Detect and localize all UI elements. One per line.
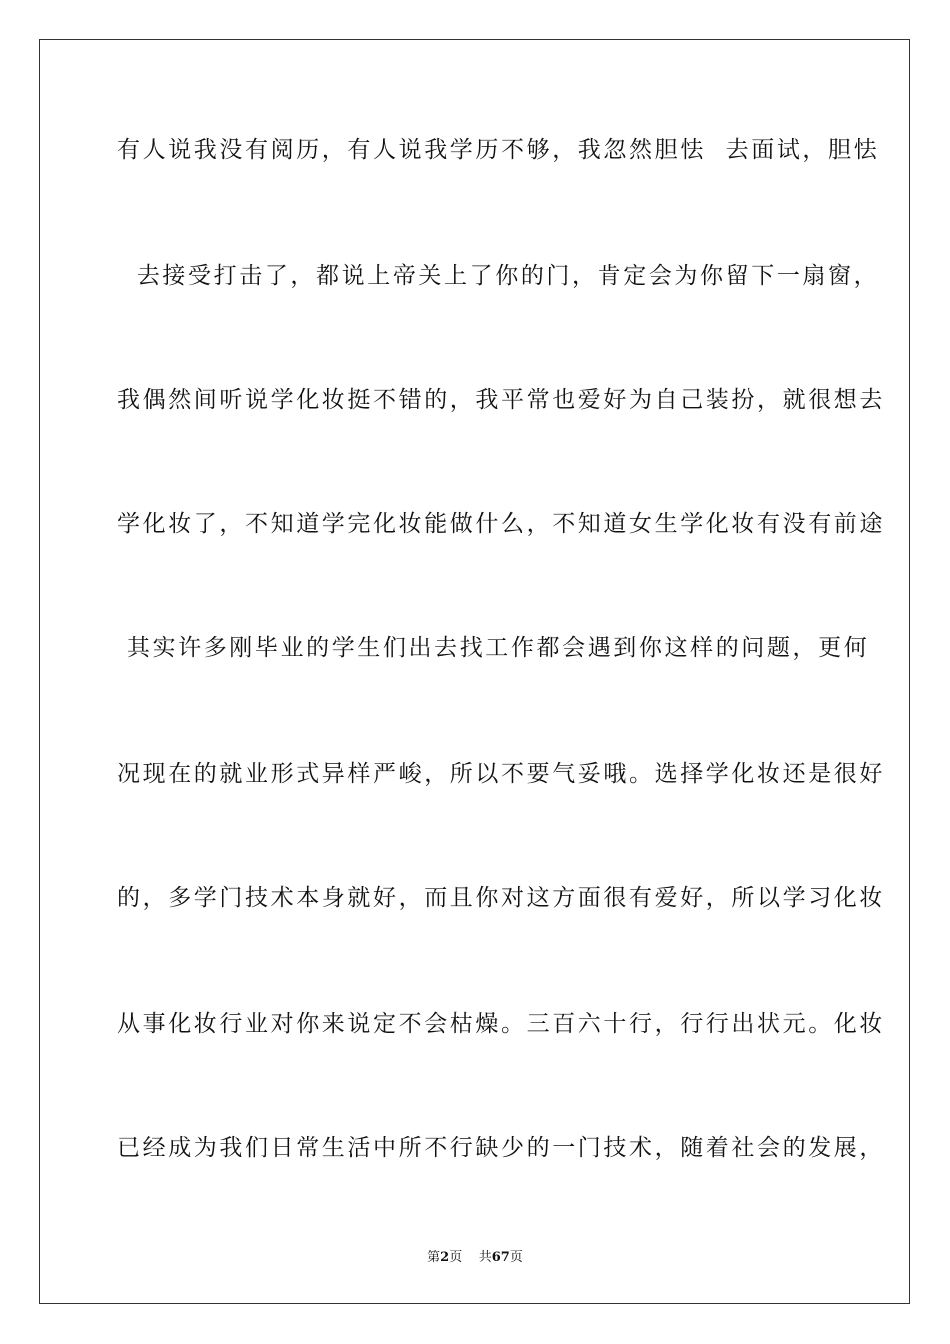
body-line-4: 学化妆了，不知道学完化妆能做什么，不知道女生学化妆有没有前途 bbox=[117, 511, 885, 537]
footer-page-suffix: 页 bbox=[449, 1250, 463, 1265]
body-line-1: 有人说我没有阅历，有人说我学历不够，我忽然胆怯 去面试，胆怯 bbox=[117, 137, 880, 163]
body-line-2: 去接受打击了，都说上帝关上了你的门，肯定会为你留下一扇窗， bbox=[117, 263, 880, 289]
footer-page-number: 2 bbox=[440, 1250, 450, 1265]
body-line-5: 其实许多刚毕业的学生们出去找工作都会遇到你这样的问题，更何 bbox=[117, 635, 870, 661]
body-line-9: 已经成为我们日常生活中所不行缺少的一门技术，随着社会的发展， bbox=[117, 1135, 885, 1161]
footer-page-prefix: 第 bbox=[427, 1250, 441, 1265]
footer-total-number: 67 bbox=[491, 1250, 510, 1265]
body-line-3: 我偶然间听说学化妆挺不错的，我平常也爱好为自己装扮，就很想去 bbox=[117, 387, 885, 413]
footer-total-prefix: 共 bbox=[478, 1250, 492, 1265]
body-line-6: 况现在的就业形式异样严峻，所以不要气妥哦。选择学化妆还是很好 bbox=[117, 761, 885, 787]
body-line-8: 从事化妆行业对你来说定不会枯燥。三百六十行，行行出状元。化妆 bbox=[117, 1011, 885, 1037]
page-footer bbox=[0, 1246, 950, 1265]
footer-total-suffix: 页 bbox=[509, 1250, 523, 1265]
page-border bbox=[39, 39, 910, 1304]
body-line-7: 的，多学门技术本身就好，而且你对这方面很有爱好，所以学习化妆 bbox=[117, 885, 885, 911]
